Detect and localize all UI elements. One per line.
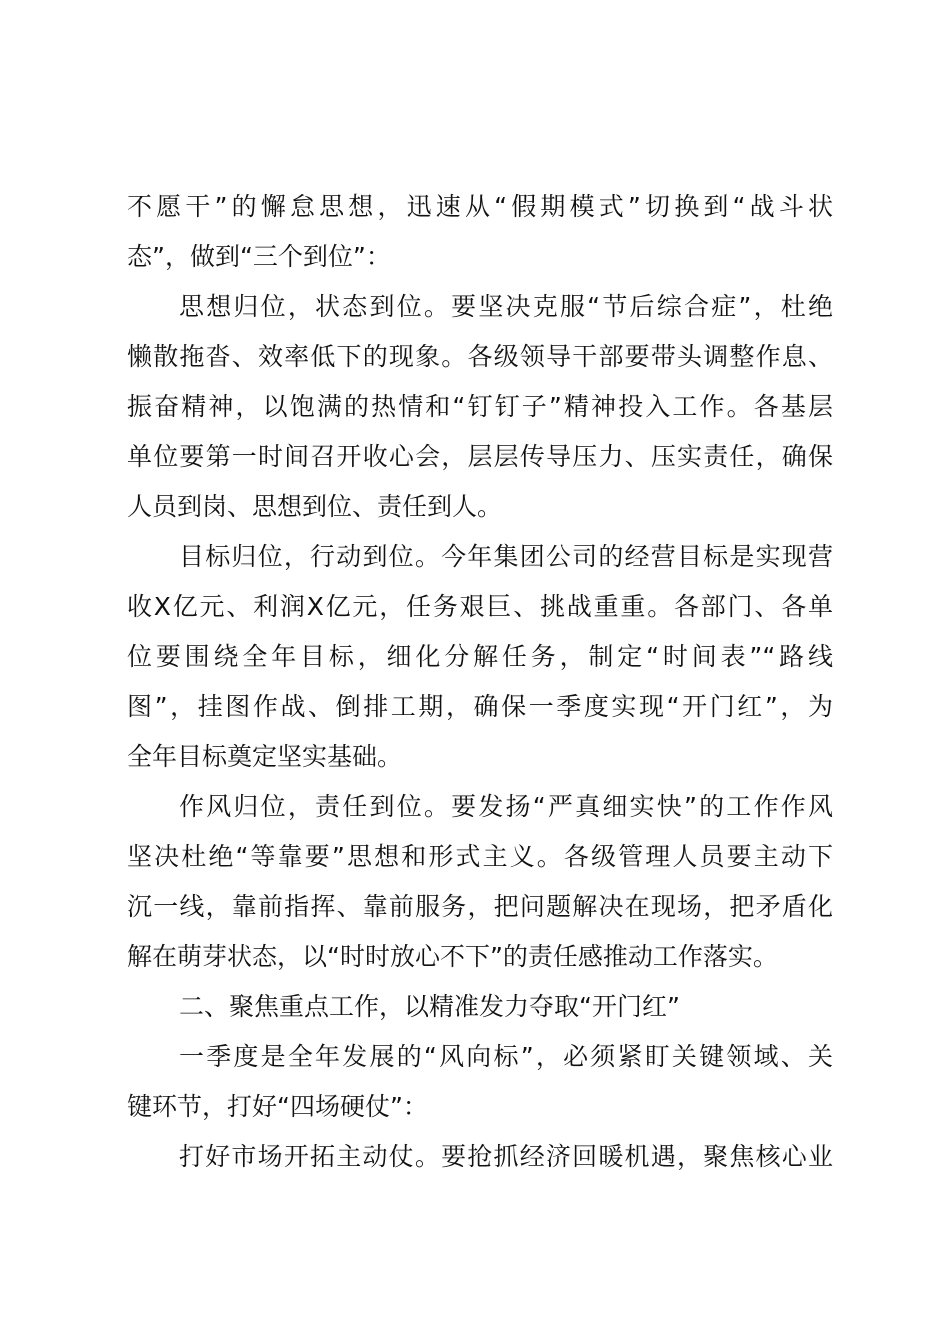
text-line: 解在萌芽状态，以“时时放心不下”的责任感推动工作落实。	[127, 942, 778, 971]
text-line: 键环节，打好“四场硬仗”：	[127, 1092, 428, 1121]
paragraph-start-line: 思想归位，状态到位。要坚决克服“节后综合症”，杜绝	[179, 292, 833, 321]
text-line: 单位要第一时间召开收心会，层层传导压力、压实责任，确保	[127, 442, 833, 471]
text-line: 态”，做到“三个到位”：	[127, 242, 391, 271]
body-text	[127, 182, 833, 1182]
text-line: 坚决杜绝“等靠要”思想和形式主义。各级管理人员要主动下	[127, 842, 833, 871]
paragraph-start-line: 目标归位，行动到位。今年集团公司的经营目标是实现营	[179, 542, 833, 571]
paragraph-start-line: 一季度是全年发展的“风向标”，必须紧盯关键领域、关	[179, 1042, 833, 1071]
text-line: 懒散拖沓、效率低下的现象。各级领导干部要带头调整作息、	[127, 342, 833, 371]
section-heading: 二、聚焦重点工作，以精准发力夺取“开门红”	[179, 992, 680, 1021]
text-line: 人员到岗、思想到位、责任到人。	[127, 492, 503, 521]
text-line: 位要围绕全年目标，细化分解任务，制定“时间表”“路线	[127, 642, 833, 671]
text-line: 收X亿元、利润X亿元，任务艰巨、挑战重重。各部门、各单	[127, 592, 833, 621]
text-line: 图”，挂图作战、倒排工期，确保一季度实现“开门红”，为	[127, 692, 833, 721]
text-line: 沉一线，靠前指挥、靠前服务，把问题解决在现场，把矛盾化	[127, 892, 833, 921]
paragraph-start-line: 打好市场开拓主动仗。要抢抓经济回暖机遇，聚焦核心业	[179, 1142, 833, 1171]
text-line: 振奋精神，以饱满的热情和“钉钉子”精神投入工作。各基层	[127, 392, 833, 421]
text-line: 全年目标奠定坚实基础。	[127, 742, 403, 771]
text-line: 不愿干”的懈怠思想，迅速从“假期模式”切换到“战斗状	[127, 192, 833, 221]
paragraph-start-line: 作风归位，责任到位。要发扬“严真细实快”的工作作风	[179, 792, 833, 821]
